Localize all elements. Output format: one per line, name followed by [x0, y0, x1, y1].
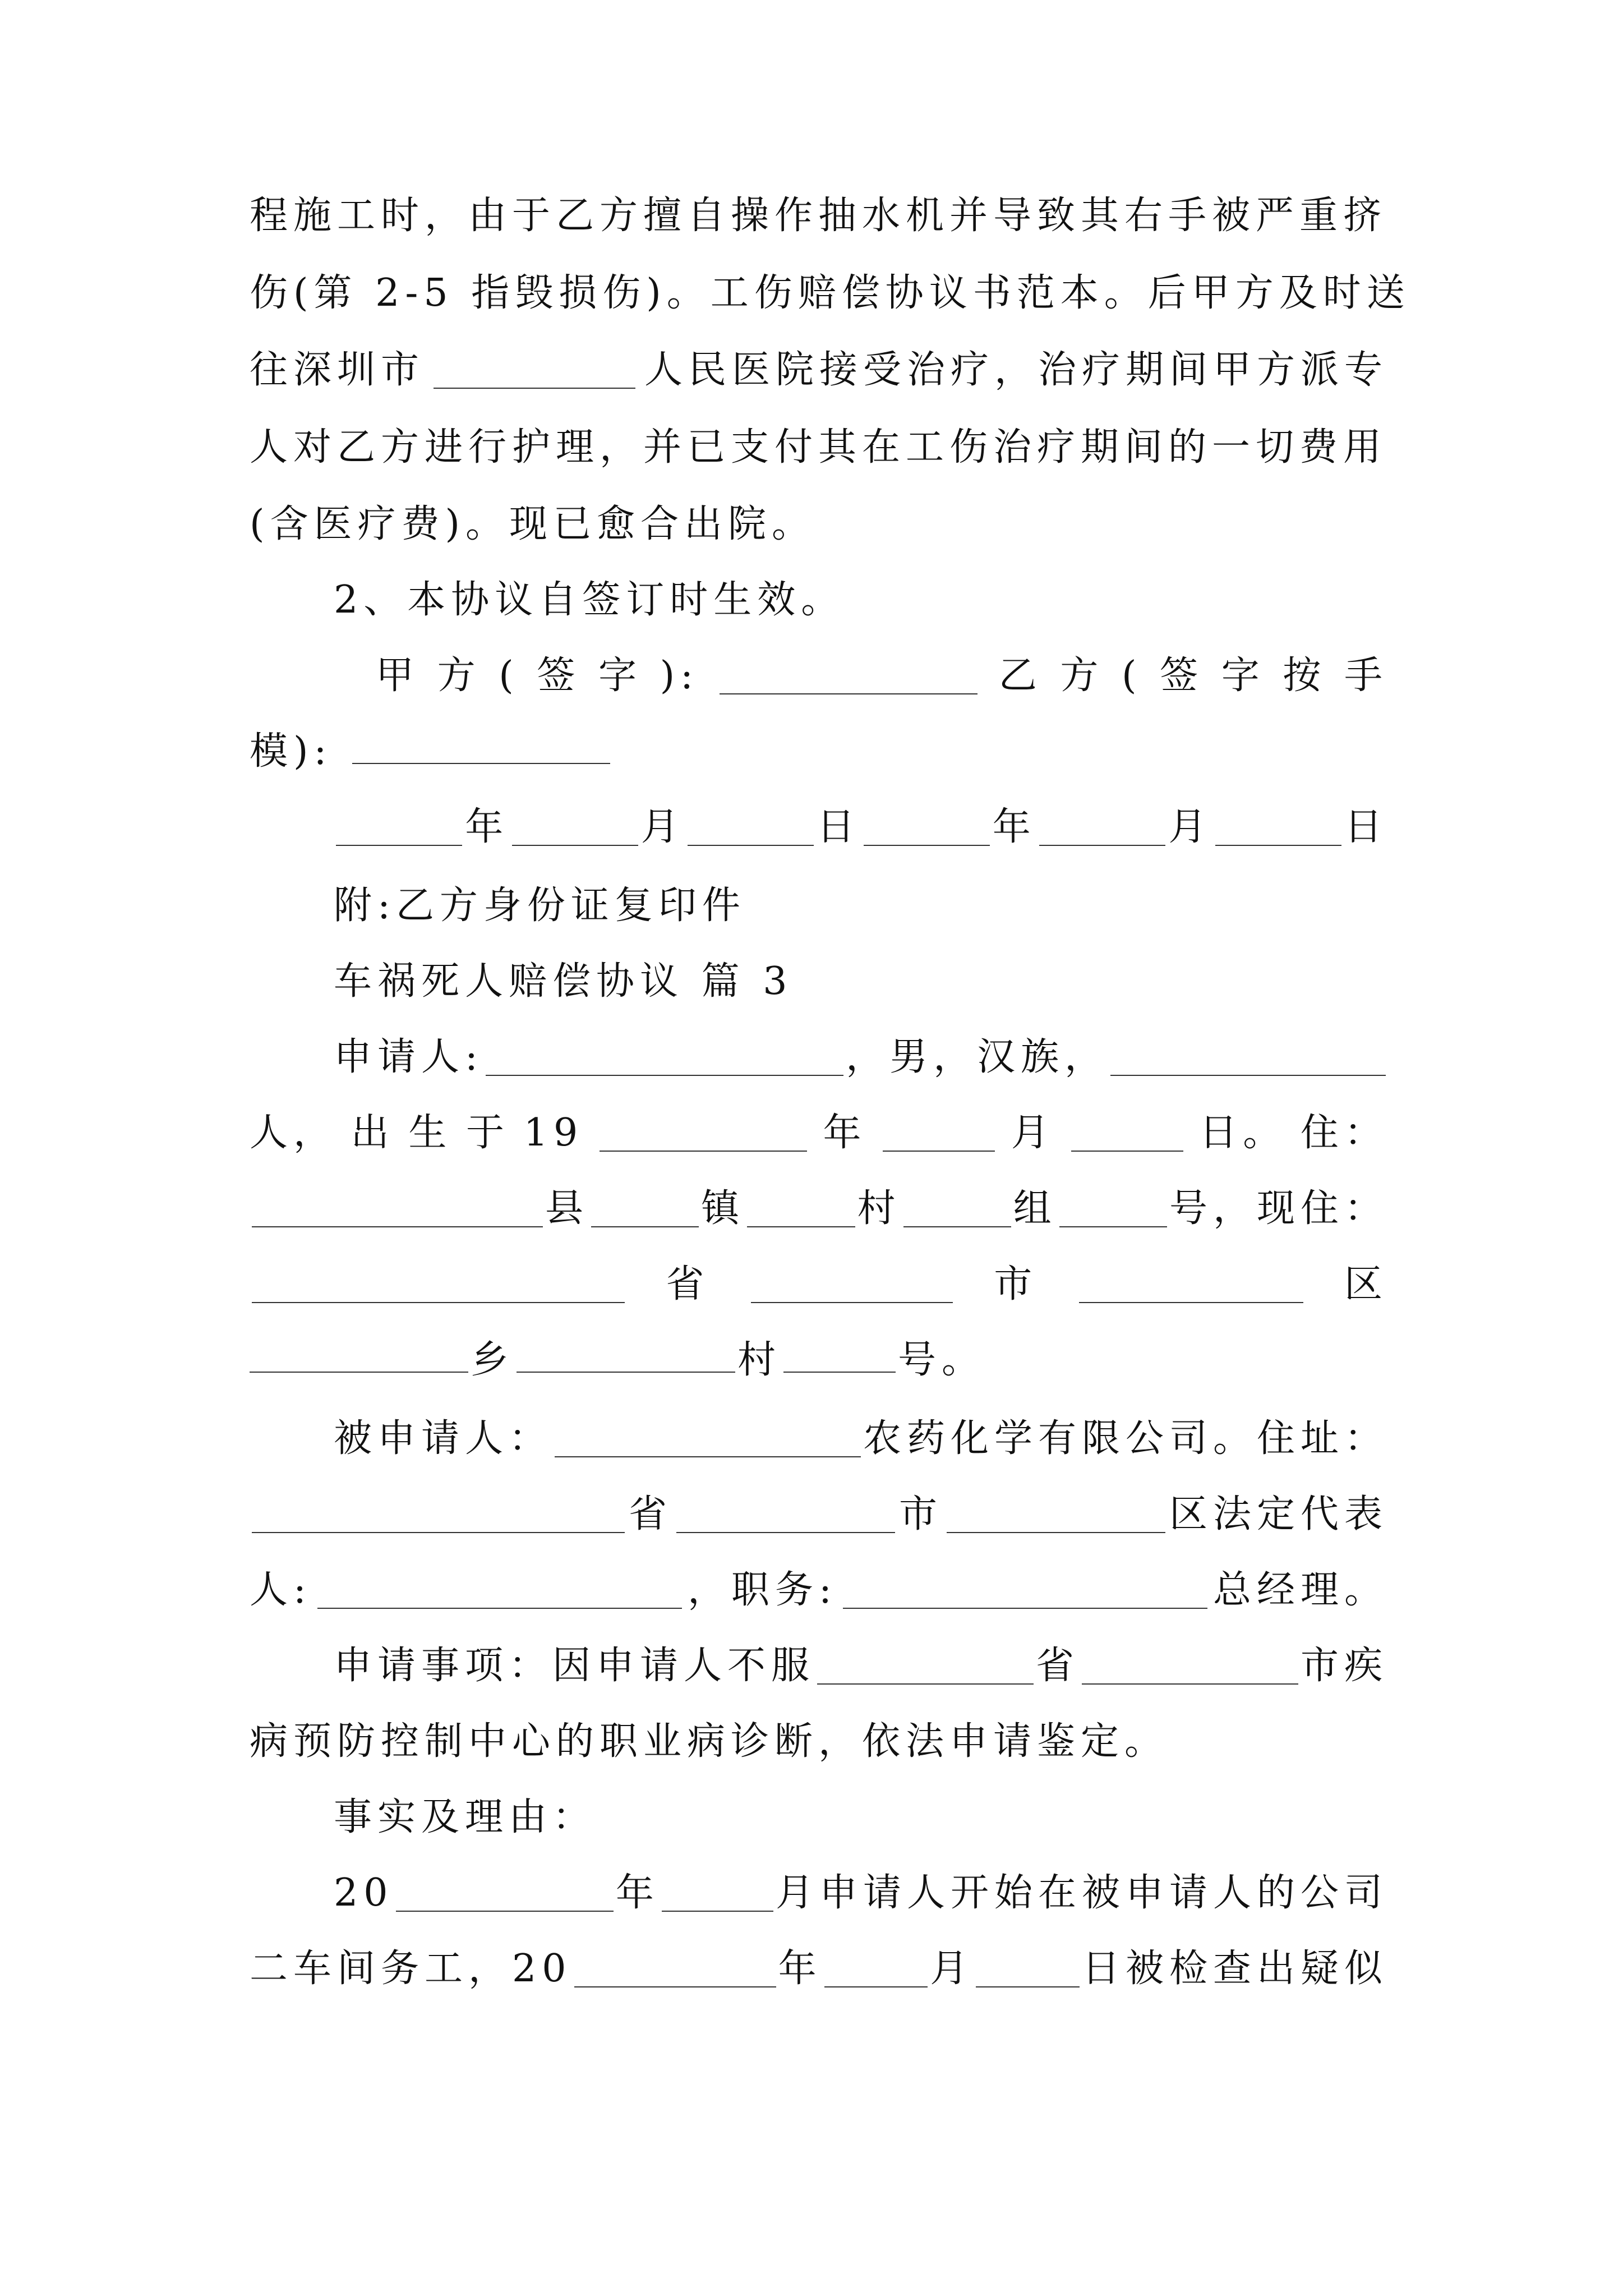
text: 申请事项：因申请人不服: [334, 1644, 815, 1688]
blank-city[interactable]: [1082, 1648, 1298, 1685]
blank-village[interactable]: [517, 1336, 735, 1373]
party-a-label: 甲 方 ( 签 字 ):: [376, 654, 699, 698]
blank-town[interactable]: [591, 1190, 699, 1227]
respondent-label: 被申请人：: [334, 1416, 553, 1461]
text: 村: [737, 1338, 782, 1382]
text: 19: [523, 1111, 584, 1155]
text: 人:: [250, 1568, 312, 1612]
applicant-line: [334, 1018, 1388, 1097]
blank-group[interactable]: [903, 1190, 1011, 1227]
birth-line: [250, 1094, 1388, 1172]
text: 省: [1035, 1644, 1080, 1688]
party-b-signature-blank[interactable]: [352, 727, 610, 764]
text: 省: [628, 1492, 672, 1536]
text: ，职务:: [687, 1568, 837, 1612]
blank-position[interactable]: [843, 1572, 1207, 1609]
respondent-address-line: [250, 1475, 1388, 1554]
text: 村: [857, 1186, 901, 1231]
text: 人，: [250, 1111, 338, 1155]
blank-applicant-name[interactable]: [486, 1039, 843, 1076]
request-line: [334, 1627, 1388, 1705]
section-title: [334, 942, 1388, 1021]
blank-month[interactable]: [662, 1875, 773, 1912]
blank-district[interactable]: [1079, 1266, 1303, 1303]
current-address-line-2: [250, 1321, 1388, 1400]
blank-birth-day[interactable]: [1071, 1115, 1183, 1152]
blank-company-name[interactable]: [555, 1420, 861, 1457]
text: 省: [666, 1262, 710, 1306]
text: 20: [334, 1871, 394, 1915]
date-unit: 日: [817, 805, 861, 849]
text: 模):: [250, 729, 333, 774]
text: 往深圳市: [250, 348, 425, 392]
text: 农药化学有限公司。住址：: [863, 1416, 1388, 1461]
current-address-line: [250, 1245, 1388, 1324]
text: 年: [778, 1947, 822, 1991]
blank-county[interactable]: [252, 1190, 543, 1227]
signature-line-cont: [250, 712, 1388, 791]
text: (含医疗费)。现已愈合出院。: [250, 502, 816, 546]
blank-year[interactable]: [336, 809, 462, 846]
blank-province[interactable]: [252, 1496, 625, 1533]
respondent-line: [334, 1400, 1388, 1478]
blank-day[interactable]: [976, 1950, 1080, 1987]
text-line: [250, 331, 1388, 409]
blank-city[interactable]: [676, 1496, 895, 1533]
appendix: [334, 867, 1388, 945]
blank-year[interactable]: [574, 1950, 776, 1987]
text: 月: [1011, 1111, 1055, 1155]
text: 事实及理由：: [334, 1795, 597, 1839]
request-line-2: [250, 1703, 1388, 1781]
blank-province[interactable]: [817, 1648, 1034, 1685]
text: 组: [1013, 1186, 1057, 1231]
blank-birth-month[interactable]: [883, 1115, 995, 1152]
applicant-label: 申请人:: [334, 1035, 483, 1079]
text-line: [250, 408, 1388, 487]
text: 2、本协议自签订时生效。: [334, 578, 845, 622]
text: 市: [898, 1492, 943, 1536]
address-line: [250, 1170, 1388, 1248]
blank-house-number[interactable]: [783, 1336, 896, 1373]
text: 号。: [898, 1338, 986, 1382]
blank-district[interactable]: [947, 1496, 1165, 1533]
facts-line-2: [250, 1930, 1388, 2008]
text: 市: [994, 1262, 1038, 1306]
blank-hometown[interactable]: [1110, 1039, 1386, 1076]
text: 年: [615, 1871, 660, 1915]
facts-heading: [334, 1778, 1388, 1857]
blank-day[interactable]: [1215, 809, 1341, 846]
text-line: [250, 177, 1388, 255]
text: 出: [351, 1111, 395, 1155]
text: 总经理。: [1212, 1568, 1388, 1612]
blank-province[interactable]: [252, 1266, 625, 1303]
text: 县: [545, 1186, 589, 1231]
text: 附:乙方身份证复印件: [334, 884, 746, 928]
text: 二车间务工，20: [250, 1947, 572, 1991]
blank-city[interactable]: [751, 1266, 953, 1303]
text: 年: [823, 1111, 867, 1155]
text: 月: [930, 1947, 974, 1991]
text: 人民医院接受治疗，治疗期间甲方派专: [644, 348, 1388, 392]
text: 区: [1344, 1262, 1388, 1306]
text: 病预防控制中心的职业病诊断，依法申请鉴定。: [250, 1719, 1169, 1764]
blank-village[interactable]: [747, 1190, 855, 1227]
date-unit: 月: [640, 805, 685, 849]
date-unit: 月: [1168, 805, 1212, 849]
text: ，男，汉族，: [846, 1035, 1109, 1079]
signature-line: [376, 637, 1388, 715]
text: 于: [466, 1111, 510, 1155]
text: 乡: [471, 1338, 515, 1382]
text: 住：: [1300, 1111, 1388, 1155]
blank-month[interactable]: [512, 809, 638, 846]
facts-line: [334, 1854, 1388, 1932]
blank-day[interactable]: [688, 809, 814, 846]
text: 日被检查出疑似: [1081, 1947, 1388, 1991]
text: 伤(第 2-5 指毁损伤)。工伤赔偿协议书范本。后甲方及时送: [250, 271, 1410, 315]
blank-number[interactable]: [1059, 1190, 1167, 1227]
text: 月申请人开始在被申请人的公司: [775, 1871, 1388, 1915]
blank-year[interactable]: [864, 809, 990, 846]
text: 号，现住：: [1169, 1186, 1389, 1231]
legal-rep-line: [250, 1551, 1388, 1630]
date-unit: 日: [1344, 805, 1388, 849]
clause-2: [334, 561, 1388, 639]
blank-birth-year[interactable]: [600, 1115, 807, 1152]
date-line: [334, 788, 1388, 867]
blank-month[interactable]: [824, 1950, 928, 1987]
text: 区法定代表: [1169, 1492, 1388, 1536]
date-unit: 年: [992, 805, 1036, 849]
date-unit: 年: [465, 805, 509, 849]
text-line: [250, 254, 1410, 333]
text-line: [250, 485, 1388, 564]
text: 镇: [701, 1186, 745, 1231]
text: 人对乙方进行护理，并已支付其在工伤治疗期间的一切费用: [250, 425, 1387, 470]
blank-legal-rep[interactable]: [317, 1572, 682, 1609]
text: 日。: [1199, 1111, 1287, 1155]
text: 车祸死人赔偿协议 篇 3: [334, 959, 793, 1004]
text: 生: [408, 1111, 453, 1155]
party-b-label: 乙 方 ( 签 字 按 手: [998, 654, 1388, 698]
text: 程施工时，由于乙方擅自操作抽水机并导致其右手被严重挤: [250, 194, 1387, 238]
blank-hospital-city[interactable]: [434, 352, 635, 389]
blank-year[interactable]: [396, 1875, 614, 1912]
text: 市疾: [1300, 1644, 1388, 1688]
blank-month[interactable]: [1039, 809, 1165, 846]
blank-township[interactable]: [250, 1336, 468, 1373]
party-a-signature-blank[interactable]: [720, 657, 978, 694]
